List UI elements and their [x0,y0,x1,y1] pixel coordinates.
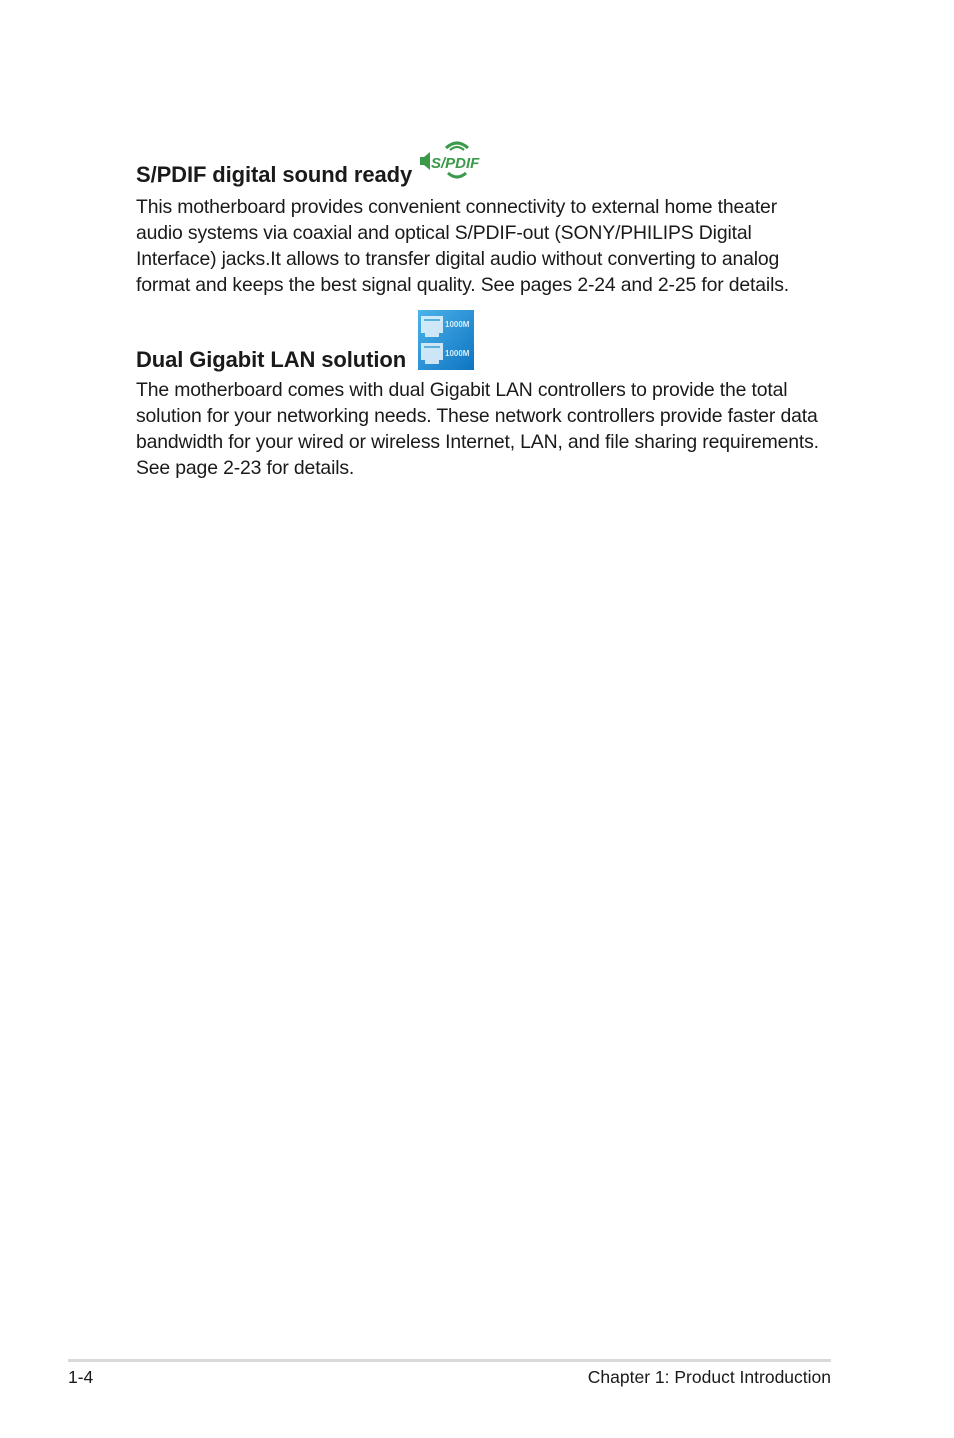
spdif-logo [418,139,490,188]
lan-logo-label-bottom: 1000M [445,349,470,358]
lan-heading-row [136,315,826,373]
speaker-icon [420,152,430,170]
footer-divider [68,1359,831,1362]
spdif-logo-graphic [418,139,490,183]
lan-heading: Dual Gigabit LAN solution [136,347,407,372]
footer-page-number: 1-4 [68,1367,94,1387]
lan-section [136,315,826,481]
signal-arc-bottom-icon [448,173,466,177]
spdif-heading-row [136,146,826,188]
spdif-heading: S/PDIF digital sound ready [136,162,413,187]
lan-logo-label-top: 1000M [445,320,470,329]
signal-arc-top-inner-icon [450,147,464,150]
lan-logo-graphic [418,310,474,370]
spdif-logo-text: S/PDIF [431,155,480,172]
lan-description: The motherboard comes with dual Gigabit LAN controllers to provide the total solution for your networking needs. These network controllers provide faster data bandwidth for your wired or wireless Internet, LAN, and file sharing requirements. See page 2-23 for details. [136,379,819,479]
lan-logo [418,310,474,375]
spdif-section [136,146,826,298]
footer-chapter-title: Chapter 1: Product Introduction [587,1367,831,1387]
spdif-description: This motherboard provides convenient connectivity to external home theater audio systems via coaxial and optical S/PDIF-out (SONY/PHILIPS Digital Interface) jacks.It allows to transfer digital audio without converting to analog format and keeps the best signal quality. See pages 2-24 and 2-25 for details. [136,196,790,296]
